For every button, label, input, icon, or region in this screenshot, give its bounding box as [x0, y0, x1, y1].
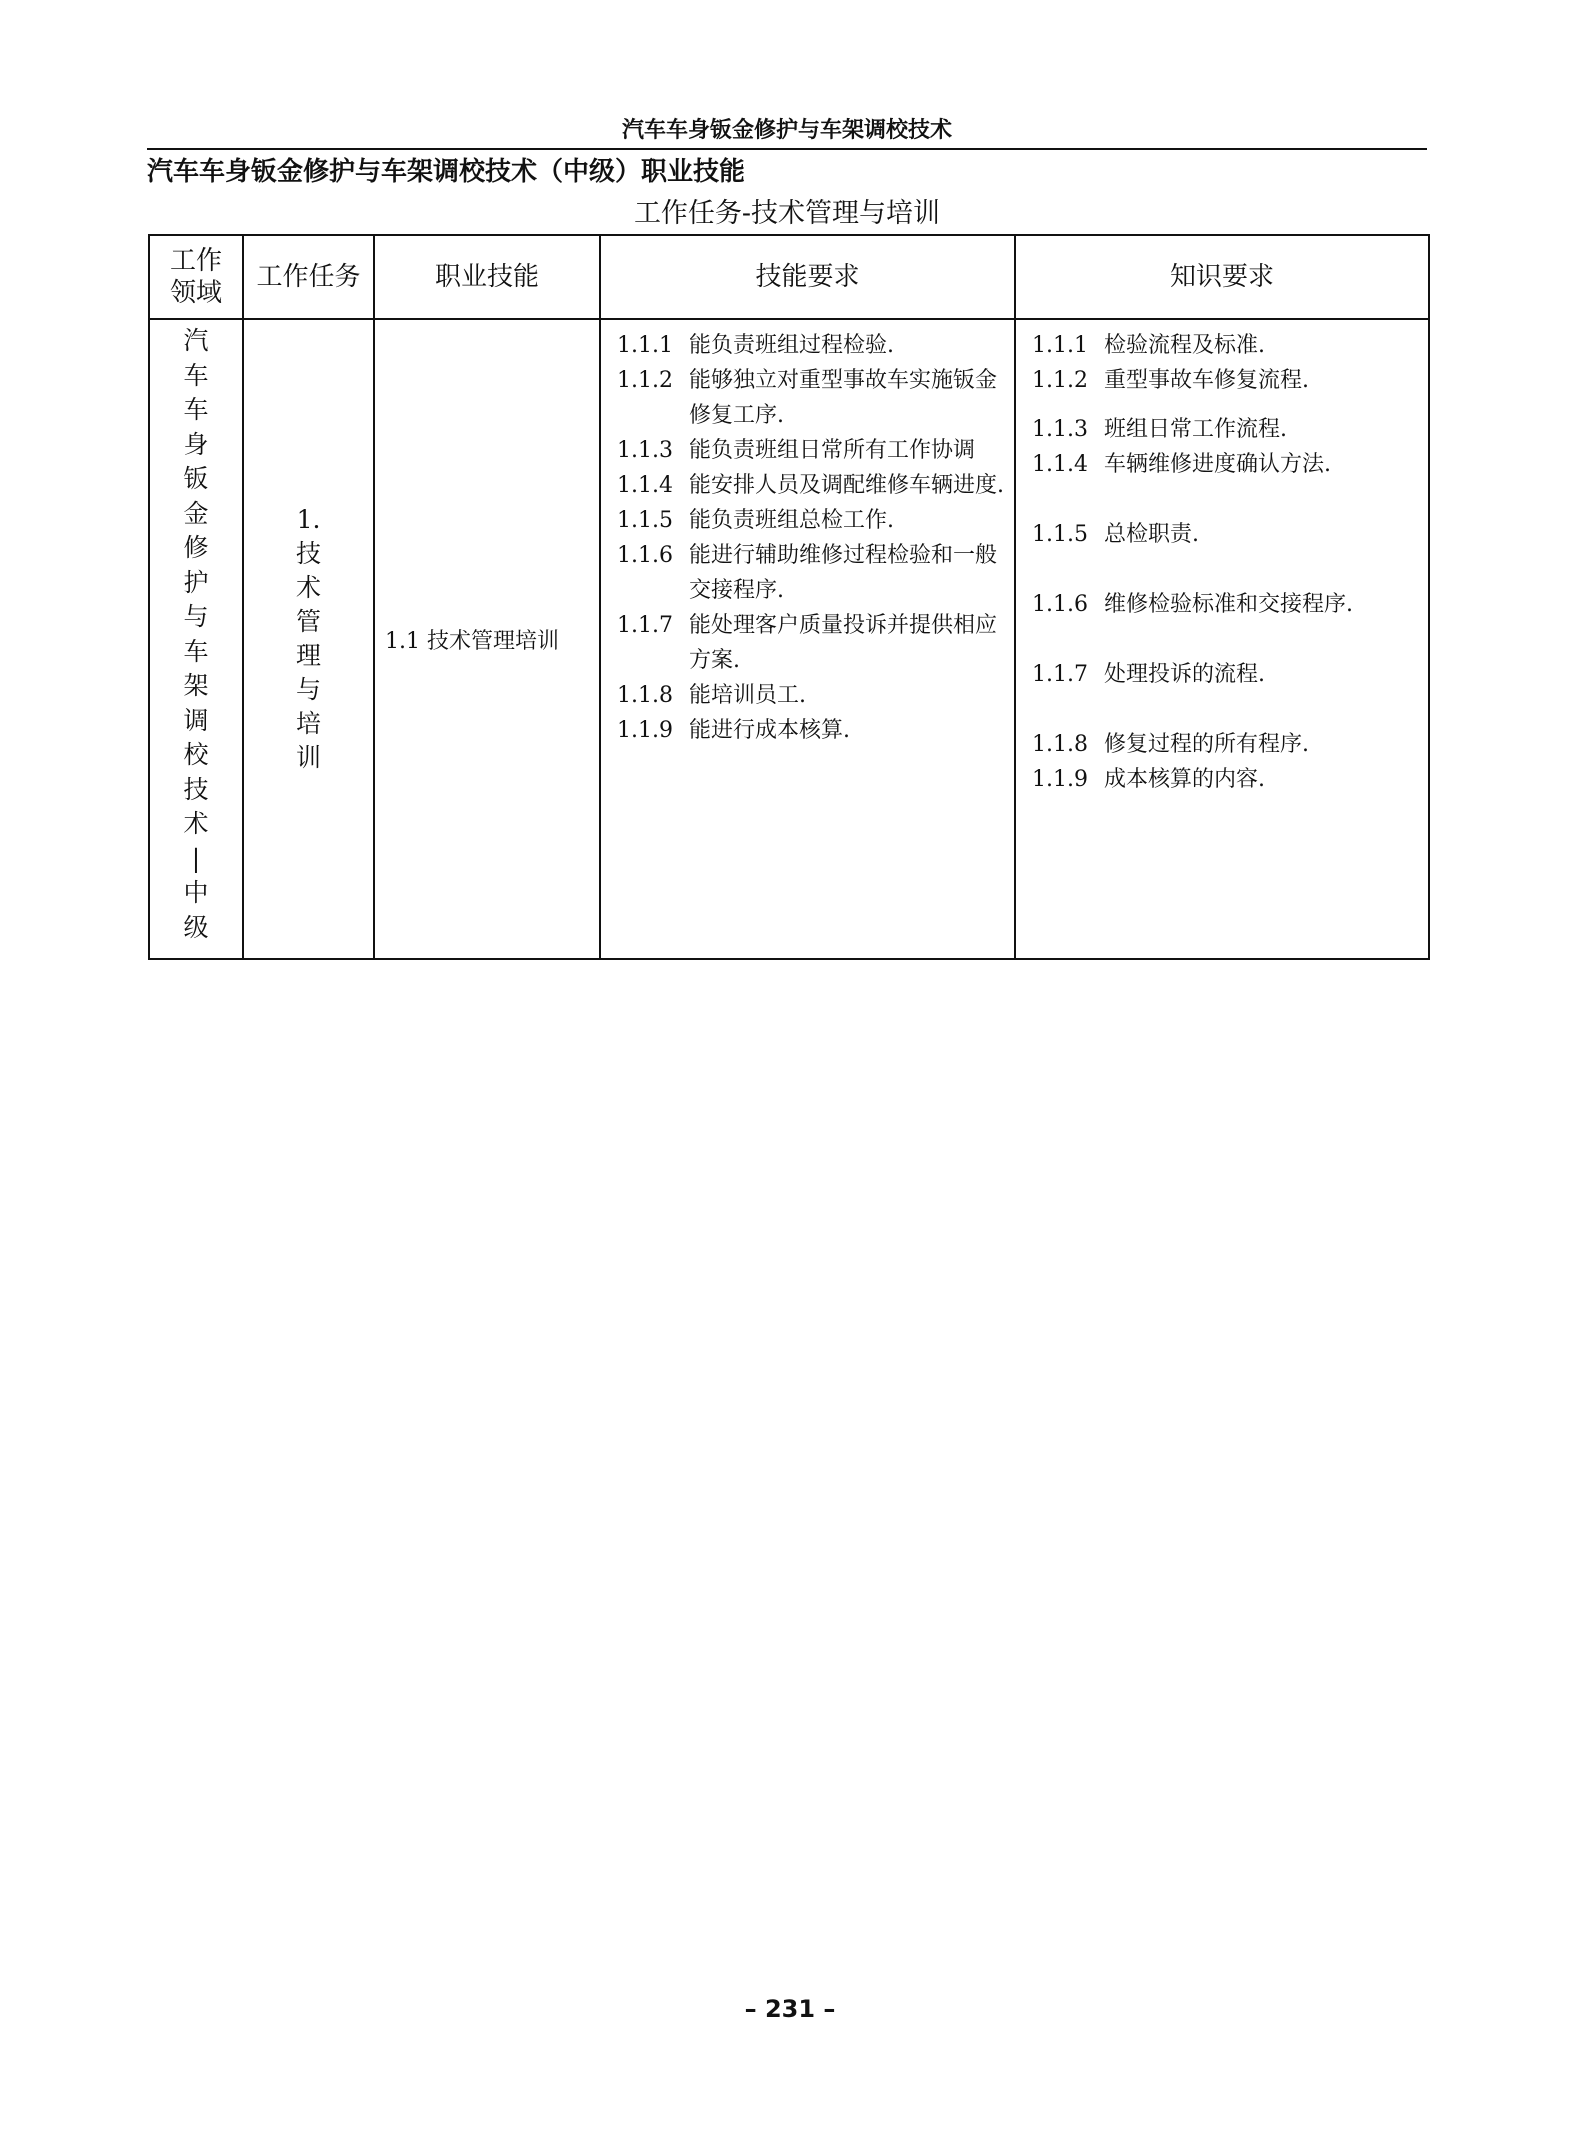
knowledge-requirement-item: [1016, 363, 1428, 398]
skill-requirement-item: [601, 363, 1014, 433]
skill-requirement-text: 能负责班组总检工作.: [689, 508, 894, 533]
table-caption: 工作任务-技术管理与培训: [633, 198, 941, 229]
knowledge-requirement-item: [1016, 727, 1428, 762]
header-work-domain: [149, 235, 243, 319]
work-domain-char: 身: [183, 429, 209, 459]
skill-requirement-item: [601, 468, 1014, 503]
header-skill-requirements: 技能要求: [600, 235, 1015, 319]
skill-requirement-text: 能进行辅助维修过程检验和一般交接程序.: [689, 543, 998, 603]
skill-requirement-number: 1.1.6: [617, 543, 673, 568]
knowledge-requirement-text: 总检职责.: [1104, 522, 1199, 547]
skill-requirement-number: 1.1.5: [617, 508, 673, 533]
skill-requirement-text: 能负责班组过程检验.: [689, 333, 894, 358]
header-professional-skill: 职业技能: [374, 235, 600, 319]
work-task-char: 术: [295, 573, 321, 602]
work-domain-char: 校: [183, 740, 209, 769]
skill-requirement-number: 1.1.4: [617, 473, 673, 498]
skill-requirement-item: [601, 538, 1014, 608]
work-task-char: 培: [295, 709, 321, 738]
work-domain-char: |: [191, 843, 201, 873]
skill-requirement-number: 1.1.9: [617, 718, 673, 743]
skill-requirements-list: [601, 320, 1014, 748]
skill-requirement-text: 能培训员工.: [689, 683, 806, 708]
work-domain-char: 技: [183, 774, 209, 804]
skill-requirement-number: 1.1.8: [617, 683, 673, 708]
skill-requirement-text: 能进行成本核算.: [689, 718, 850, 743]
work-task-char: 训: [295, 743, 321, 772]
skill-requirement-text: 能安排人员及调配维修车辆进度.: [689, 473, 1004, 498]
knowledge-requirements-list: [1016, 320, 1428, 797]
header-work-domain-line2: 领域: [169, 278, 222, 308]
knowledge-requirement-number: 1.1.5: [1032, 522, 1088, 547]
work-domain-char: 车: [183, 360, 209, 390]
work-task-char: 与: [295, 675, 321, 704]
knowledge-requirement-item: [1016, 328, 1428, 363]
work-domain-char: 汽: [183, 326, 209, 355]
skill-requirements-cell: [600, 319, 1015, 959]
knowledge-requirement-number: 1.1.1: [1032, 333, 1088, 358]
table-row: [149, 319, 1429, 959]
running-header: 汽车车身钣金修护与车架调校技术: [621, 118, 952, 143]
header-work-task: 工作任务: [243, 235, 374, 319]
header-rule: [147, 148, 1427, 150]
work-domain-vertical-text: [150, 320, 242, 945]
knowledge-requirement-item: [1016, 447, 1428, 482]
knowledge-requirement-item: [1016, 517, 1428, 552]
work-task-vertical-text: [244, 537, 373, 775]
knowledge-requirement-text: 车辆维修进度确认方法.: [1104, 452, 1331, 477]
knowledge-requirement-item: [1016, 657, 1428, 692]
knowledge-requirement-number: 1.1.2: [1032, 368, 1088, 393]
skill-requirement-item: [601, 713, 1014, 748]
header-work-domain-line1: 工作: [169, 246, 222, 276]
work-domain-char: 车: [183, 636, 209, 666]
skill-requirement-number: 1.1.1: [617, 333, 673, 358]
work-domain-char: 架: [183, 671, 209, 700]
skill-requirement-number: 1.1.3: [617, 438, 673, 463]
work-domain-char: 术: [183, 809, 209, 838]
knowledge-requirement-text: 修复过程的所有程序.: [1104, 732, 1309, 757]
skill-requirement-item: [601, 678, 1014, 713]
skill-requirement-item: [601, 608, 1014, 678]
knowledge-requirement-number: 1.1.7: [1032, 662, 1088, 687]
knowledge-requirement-text: 处理投诉的流程.: [1104, 662, 1265, 687]
document-title: 汽车车身钣金修护与车架调校技术（中级）职业技能: [147, 157, 746, 187]
knowledge-requirement-text: 维修检验标准和交接程序.: [1104, 592, 1353, 617]
work-domain-char: 与: [183, 602, 209, 631]
knowledge-requirement-number: 1.1.3: [1032, 417, 1088, 442]
table-header-row: [149, 235, 1429, 319]
skills-table: [148, 234, 1430, 960]
knowledge-requirement-text: 成本核算的内容.: [1104, 767, 1265, 792]
professional-skill-text: 1.1 技术管理培训: [385, 628, 559, 654]
knowledge-requirement-number: 1.1.8: [1032, 732, 1088, 757]
skill-requirement-text: 能负责班组日常所有工作协调: [689, 438, 976, 463]
skill-requirement-number: 1.1.7: [617, 613, 673, 638]
knowledge-requirement-item: [1016, 587, 1428, 622]
page-number: – 231 –: [744, 1995, 836, 2023]
work-task-number: 1.: [296, 505, 321, 534]
work-domain-char: 修: [183, 533, 209, 562]
knowledge-requirement-text: 重型事故车修复流程.: [1104, 368, 1309, 393]
knowledge-requirement-number: 1.1.9: [1032, 767, 1088, 792]
knowledge-requirement-number: 1.1.4: [1032, 452, 1088, 477]
skill-requirement-item: [601, 433, 1014, 468]
work-domain-char: 钣: [183, 464, 209, 493]
skill-requirement-text: 能处理客户质量投诉并提供相应方案.: [689, 613, 998, 673]
work-domain-cell: [149, 319, 243, 959]
knowledge-requirement-text: 班组日常工作流程.: [1104, 417, 1287, 442]
skill-requirement-item: [601, 503, 1014, 538]
header-knowledge-requirements: 知识要求: [1015, 235, 1429, 319]
skill-requirement-item: [601, 328, 1014, 363]
professional-skill-cell: [374, 319, 600, 959]
knowledge-requirements-cell: [1015, 319, 1429, 959]
knowledge-requirement-text: 检验流程及标准.: [1104, 333, 1265, 358]
work-task-char: 技: [295, 539, 321, 568]
work-domain-char: 级: [183, 912, 209, 942]
work-task-cell: [243, 319, 374, 959]
work-domain-char: 护: [183, 567, 209, 597]
knowledge-requirement-number: 1.1.6: [1032, 592, 1088, 617]
work-domain-char: 金: [183, 498, 209, 528]
skill-requirement-text: 能够独立对重型事故车实施钣金修复工序.: [689, 368, 998, 428]
work-task-char: 理: [295, 641, 321, 670]
work-domain-char: 中: [183, 878, 209, 907]
work-task-char: 管: [295, 607, 321, 636]
skill-requirement-number: 1.1.2: [617, 368, 673, 393]
knowledge-requirement-item: [1016, 762, 1428, 797]
work-domain-char: 调: [183, 705, 209, 735]
knowledge-requirement-item: [1016, 412, 1428, 447]
work-domain-char: 车: [183, 395, 209, 424]
